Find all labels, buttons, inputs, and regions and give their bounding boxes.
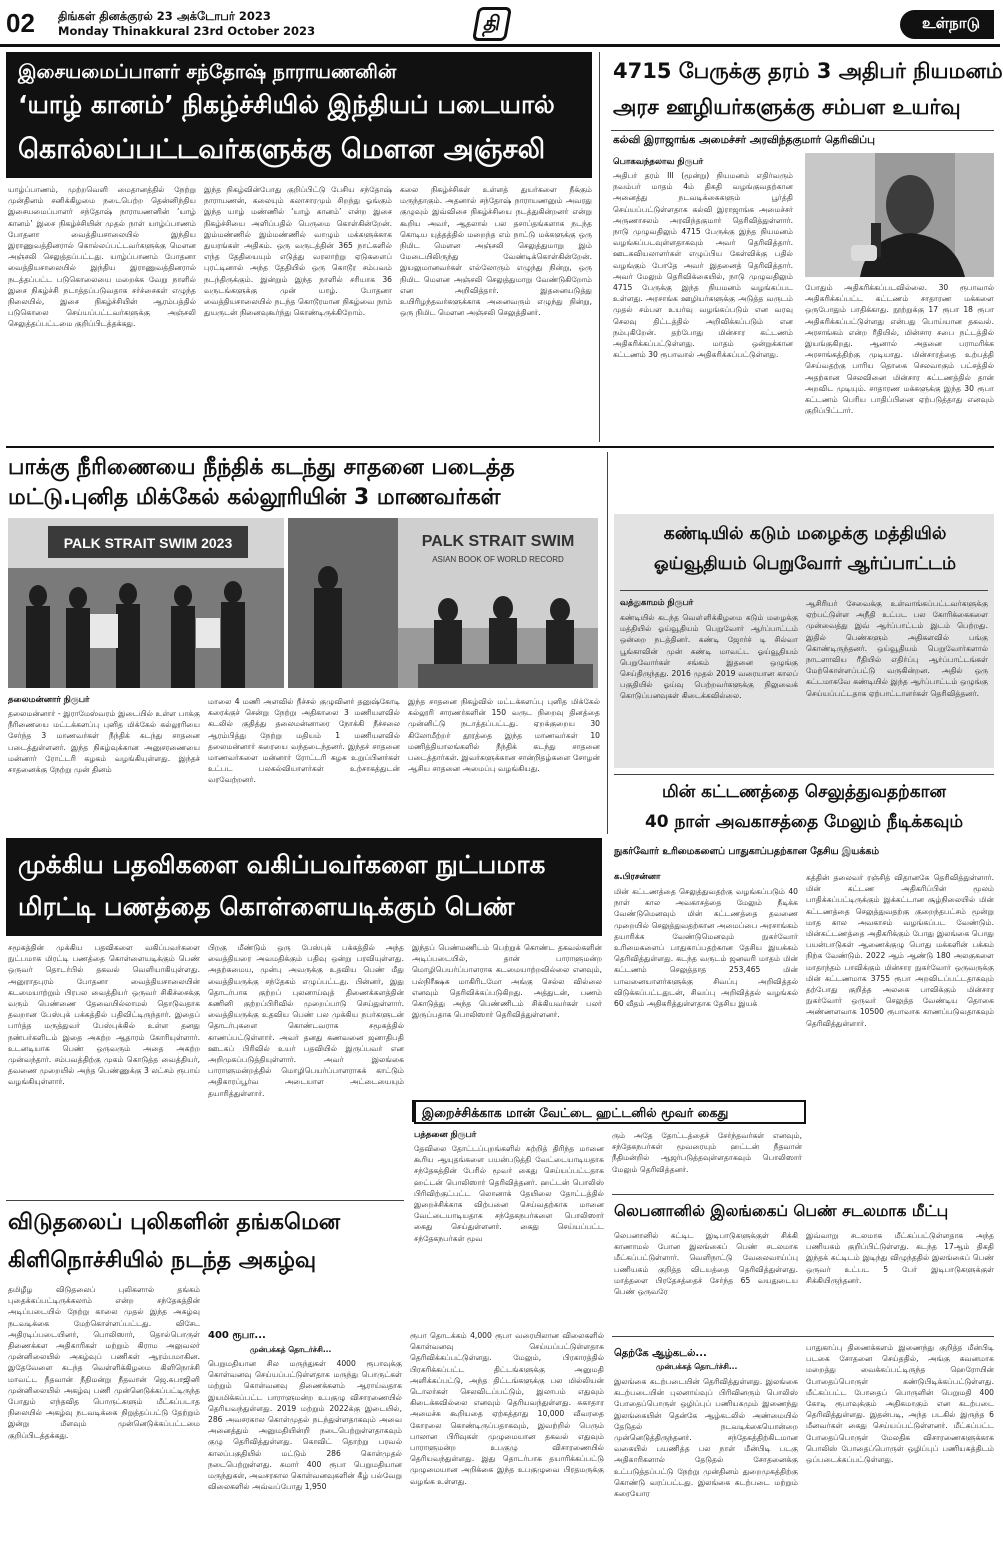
medicine-continuation-label: முன்பக்கத் தொடர்ச்சி... (250, 1345, 332, 1354)
lebanon-col1: லெபனானில் கட்டிட இடிபாடுகளுக்குள் சிக்கி காணாமல் போன இலங்கைப் பெண் சடலமாக மீட்கப்பட்டுள்ளார். வெளிநாட்டு வேலைவாய்ப்பு பணியகம் குறித்த விடயத்தை தெரிவித்துள்ளது. மாத்தளை பிரதேசத்தைச் சேர்ந்த 65 வயதுடைய பெண் ஒருவரே (614, 1231, 798, 1297)
tribute-col3: கலை நிகழ்ச்சிகள் உள்ளத் துயர்களை நீக்கும் மருந்தாகும். அதனால் சந்தோஷ் நாராயணனும் அவரது குழுவும் இவ்விசை நிகழ்ச்சியை நடத்துகின்றனர் என்று கூறிய அவர், ஆதலால் பல தசாப்தங்களாக நடந்த கொடிய யுத்தத்தில் மறைந்த எம் நாட்டு மக்களுக்கு ஒரு நிமிட மௌன அஞ்சலி செலுத்துமாறு இம் மேடையிலிருந்து வேண்டிக்கொள்கின்றேன். இயலுமானவர்கள் எல்லோரும் எழுந்து நின்று, ஒரு நிமிட மௌன அஞ்சலி செலுத்துமாறு வேண்டுகிறோம் என அறிவித்தார். இதனையடுத்து உயிரிழந்தவர்களுக்காக அனைவரும் எழுந்து நின்று, ஒரு நிமிட மௌன அஞ்சலி செலுத்தினர். (400, 185, 592, 318)
pension-col1: கண்டியில் கடந்த வௌ்ளிக்கிழமை கடும் மழைக்கு மத்தியில் ஓய்வூதியம் பெறுவோர் ஆர்ப்பாட்டம் ஒன்றை நடத்தினர். கண்டி ஜோர்ச் டி சில்வா பூங்காவின் முன் கண்டி மாவட்ட ஓய்வூதியம் பெறுவோர்கள் சங்கம் இதனை ஒழுங்கு செய்திருந்தது. 2016 முதல் 2019 வரையான காலப் பகுதியில் ஓய்வு பெற்றவர்களுக்கு நிலுவைக் கொடுப்பனவுகள் கிடைக்கவில்லை. (620, 613, 798, 701)
tribute-headline-line3: கொல்லப்பட்டவர்களுக்கு மௌன அஞ்சலி (18, 134, 546, 165)
tribute-headline-box (6, 52, 592, 178)
electricity-col2: கத்தின் தலைவர் ரஞ்சித் விதானகே தெரிவித்துள்ளார். மின் கட்டண அதிகரிப்பின் மூலம் பாதிக்கப்பட்டிருக்கும் இக்கட்டான சூழ்நிலையில் மின் கட்டணத்தை செலுத்துவதற்கு குறைந்தபட்சம் மூன்று மாத கால அவகாசம் வழங்கப்பட வேண்டும். மின்கட்டணத்தை அதிகரிக்கும் போது இலங்கை பொது பயன்பாடுகள் ஆணைக்குழு பொது மக்களின் பக்கம் நிற்க வேண்டும். 2022 ஆம் ஆண்டு 180 அலகுகளை மாதாந்தம் பாவிக்கும் மின்சார நுகர்வோர் ஒருவருக்கு மின் கட்டணமாக 3755 ரூபா அறவிடப்பட்டதாகவும் தற்போது குறித்த அலகை பாவிக்கும் மின்சார நுகர்வோர் ஒருவர் செலுத்த வேண்டிய தொகை அண்ணளவாக 10500 ரூபாவாக காணப்படுவதாகவும் தெரிவித்துள்ளார். (806, 873, 994, 1028)
masthead-date-tamil: திங்கள் தினக்குரல் 23 அக்டோபர் 2023 (58, 9, 271, 23)
deer-col1: தேவிலை தோட்டப்புறங்களில் சுற்றித் திரிந்த மானை கூரிய ஆயுதங்களை பயன்படுத்தி வேட்டையாடியதாக சந்தேகத்தின் பேரில் மூவர் கைது செய்யப்பட்டதாக ஹட்டன் பொலிஸார் தெரிவித்தனர். ஹட்டன் பொலிஸ் பிரிவிற்குட்பட்ட லொனாக் தேயிலை தோட்டத்தில் இறைச்சிக்காக விற்பனை செய்வதற்காக மானை வேட்டையாடியதாக சந்தேகநபர்களை பொலிஸார் கைது செய்துள்ளனர். கைது செய்யப்பட்ட சந்தேகநபர்கள் மூவ (414, 1144, 604, 1243)
lebanon-col2: இவ்வாறு சடலமாக மீட்கப்பட்டுள்ளதாக அந்த பணியகம் குறிப்பிட்டுள்ளது. கடந்த 17ஆம் திகதி இந்தக் கட்டிடம் இடிந்து விழுந்ததில் இலங்கைப் பெண் ஒருவர் உட்பட 5 பேர் இடிபாடுகளுக்குள் சிக்கியிருந்தனர். (806, 1231, 994, 1285)
header-rule (0, 44, 1000, 47)
deer-headline: இறைச்சிக்காக மான் வேட்டை ஹட்டனில் மூவர் கைது (414, 1100, 806, 1124)
swim-headline-line2: மட்டு.புனித மிக்கேல் கல்லூரியின் 3 மாணவர்கள் (8, 485, 501, 510)
appointments-headline2: அரச ஊழியர்களுக்கு சம்பள உயர்வு (613, 95, 961, 119)
extortion-headline-line2: மிரட்டி பணத்தை கொள்ளையடிக்கும் பெண் (18, 892, 515, 921)
ltte-headline-line1: விடுதலைப் புலிகளின் தங்கமென (8, 1210, 341, 1235)
ltte-col1: தமிழீழ விடுதலைப் புலிகளால் தங்கம் புதைக்கப்பட்டிருக்கலாம் என்ற சந்தேகத்தின் அடிப்படையில் நேற்று காலை முதல் இந்த அகழ்வு நடவடிக்கை மேற்கொள்ளப்பட்டது. விசேட அதிரடிப்படையினர், பொலிஸார், தொல்பொருள் திணைக்கள அதிகாரிகள் மற்றும் கிராம அலுவலர் முன்னிலையில் அகழ்வுப் பணிகள் ஆரம்பமாகின. இதேவேளை கடந்த வெள்ளிக்கிழமை கிளிநொச்சி மாவட்ட நீதவான் நீதிமன்று நீதவான் ஜெ.சுபாஜினி முன்னிலையில் அகழ்வு பணி முன்னெடுக்கப்பட்டிருந்த போதும் எந்தவித பொருட்களும் மீட்கப்படாத நிலையில் அகழ்வு நடவடிக்கை நிறுத்தப்பட்டு தேற்றும் இன்று மீளவும் முன்னெடுக்கப்பட்டமை குறிப்பிடத்தக்கது. (8, 1285, 200, 1440)
medicine-col2: ரூபா தொடக்கம் 4,000 ரூபா வரையிலான விலைகளில் கொள்வனவு செய்யப்பட்டுள்ளதாக தெரிவிக்கப்பட்டுள்ளது. மேலும், பிரகாரத்தில் பிரசுரிக்கப்பட்ட திட்டங்களுக்கு அனுமதி அளிக்கப்பட்டு, அந்த திட்டங்களுக்கு பல மில்லியன் டொலர்கள் செலவிடப்பட்டும், இலாபம் எதுவும் கிடைக்கவில்லை எனவும் தெரியவந்துள்ளது. சுகாதார அமைச்சு கூறியதை ஏற்கத்தாது 10,000 வீவரதை கோரலை கொண்டிருப்பதாகவும், இவற்றில் பெரும் பாலான பிரிவுகள் முழுமையான தகவல் எதுவும் பாராளுமன்ற உபகுழு விசாரணையில் தெரியவந்துள்ளது. இது தொடர்பாக தயாரிக்கப்பட்டு முழுமையான அறிக்கை இந்த உபகுழுவை பிரதமருக்கு வழங்க உள்ளது. (410, 1331, 604, 1486)
tribute-col2: இந்த நிகழ்வின்போது குறிப்பிட்டு பேசிய சந்தோஷ் நாராயணன், கலையும் கலாசாரமும் சிறந்து ஓங்கும் இந்த யாழ் மண்ணில் ‘யாழ் கானம்’ என்ற இசை நிகழ்ச்சியை அளிப்பதில் பெருமை கொள்கின்றேன். இம்மண்ணில் இம்மண்ணில் வாழும் மக்களுக்காக துயரங்கள் அதிகம். ஒரு வருடத்தின் 365 நாட்களில் எந்த தேதியையும் எடுத்து வரலாற்று ஏடுகளைப் புரட்டினால் அந்த தேதியில் ஒரு கொடூர சம்பவம் நடந்திருக்கும். இன்றும் இந்த நாளில் சரியாக 36 வருடங்களுக்கு முன் யாழ். போதனா வைத்தியசாலையில் நடந்த கொடூரமான நிகழ்வை நாம் துயருடன் நினைவுகூர்ந்து கொண்டிருக்கிறோம். (204, 185, 392, 318)
tribute-col1: யாழ்ப்பாணம், முற்றவெளி மைதானத்தில் நேற்று முன்தினம் சனிக்கிழமை நடைபெற்ற தென்னிந்திய இசையமைப்பாளர் சந்தோஷ் நாராயணனின் ‘யாழ் கானம்’ இசை நிகழ்ச்சியின் முதல் நாள் யாழ்ப்பாணம் போதனா வைத்தியசாலையில் இந்திய இராணுவத்தினரால் கொல்லப்பட்டவர்களுக்கு மௌன அஞ்சலி செலுத்தப்பட்டது. யாழ்ப்பாணம் போதனா வைத்தியசாலையில் இந்திய இராணுவத்தினரால் நடத்தப்பட்ட படுகொலையை மறைக்க வேறு நாளில் இசை நிகழ்ச்சி நடாத்தப்படுவதாக சர்ச்சைகள் எழுந்த நிலையில், இசை நிகழ்ச்சியின் ஆரம்பத்தில் படுகொலை செய்யப்பட்டவர்களுக்கு அஞ்சலி செலுத்தப்பட்டமை குறிப்பிடத்தக்கது. (8, 185, 196, 329)
electricity-col1: மின் கட்டணத்தை செலுத்துவதற்கு வழங்கப்படும் 40 நாள் கால அவகாசத்தை மேலும் நீடிக்க வேண்டுமெனவும் மின் கட்டணத்தை தவணை முறையில் செலுத்துவதற்கான அமைப்பை அரசாங்கம் தயாரிக்க வேண்டுமெனவும் நுகர்வோர் உரிமைகளைப் பாதுகாப்பதற்கான தேசிய இயக்கம் தெரிவித்துள்ளது. கடந்த வருடம் ஜனவரி மாதம் மின் கட்டணம் செலுத்தாத 253,465 மின் பாவனையாளர்களுக்கு சிவப்பு அறிவித்தல் விடுக்கப்பட்டதுடன், சிவப்பு அறிவித்தல் வழங்கல் 60 வீதம் அதிகரித்துள்ளதாக தேசிய இயக் (614, 887, 798, 1009)
deer-byline: பத்தனை நிருபர் (414, 1130, 477, 1140)
page-number: 02 (6, 8, 35, 38)
pension-col2: ஆசிரியர் சேவைக்கு உள்வாங்கப்பட்டவர்களுக்கு ஏற்பட்டுள்ள அநீதி உட்பட பல கோரிக்கைகளை முன்வைத்து இவ் ஆர்ப்பாட்டம் இடம் பெற்றது. இதில் பெண்களும் அதிகளவில் பங்கு கொண்டிருந்தனர். ஒய்வூதியம் பெறுவோர்களால் நாடளாவிய ரீதியில் எதிர்ப்பு ஆர்ப்பாட்டங்கள் மேற்கொள்ளப்பட்டு வருகின்றன. அதில் ஒரு கட்டமாகவே கண்டியில் இந்த ஆர்ப்பாட்டம் ஒழுங்கு செய்யப்பட்டதாக ஏற்பாட்டாளர்கள் தெரிவித்தனர். (806, 599, 988, 698)
divider (612, 1194, 994, 1195)
swim-col2: மாலை 4 மணி அளவில் நீச்சல் குழுவினர் தனுஷ்கோடி கரைக்குச் சென்று நேற்று அதிகாலை 3 மணியளவில் கடலில் குதித்து தலைமன்னாரை நோக்கி நீச்சலை ஆரம்பித்து நேற்று மதியம் 1 மணியளவில் தலைமன்னார் கரையை வந்தடைந்தனர். இந்தச் சாதனை மாணவர்களை மன்னார் ரோட்டரி கழக உறுப்பினர்கள் உட்பட பலகல்வியாளர்கள் உற்சாகத்துடன் வரவேற்றனர். (208, 697, 400, 785)
extortion-col2: பிறகு மீண்டும் ஒரு பேஸ்புக் பக்கத்தில் அந்த வைத்தியரை அவமதிக்கும் பதிவு ஒன்று பரவியுள்ளது. அதற்கமைய, முன்பு அவருக்கு உதவிய பெண் மீது வைத்தியருக்கு சந்தேகம் எழுப்பட்டது. பின்னர், இது தொடர்பாக குற்றப் புலனாய்வுத் திணைக்களத்தின் கணினி குற்றப்பிரிவில் முறைப்பாடு செய்துள்ளார். வைத்தியருக்கு உதவிய பெண் பல முக்கிய நபர்களுடன் தொடர்புகளை கொண்டவராக சமூகத்தில் காணப்பட்டுள்ளார். அவர் தனது கணவனை ஜனாதிபதி ஊடகப் பிரிவில் உயர் பதவியில் இருப்பவர் என அறிமுகப்படுத்தியுள்ளார். அவர் இலங்கை பாராளுமன்றத்தில் மொழிபெயர்ப்பாளராகக் காட்டும் அதிகாரப்பூர்வ அடையாள அட்டையையும் தயாரித்துள்ளார். (208, 943, 404, 1098)
newspaper-logo: தி (472, 7, 512, 41)
divider (611, 130, 994, 131)
extortion-col3: இந்தப் பெண்மணிடம் பெற்றுக் கொண்ட தகவல்களின் அடிப்படையில், தான் பாராளுமன்ற மொழிபெயர்ப்பாளராக கடமையாற்றவில்லை எனவும், பல்நிரீக்ஷக மாகிரிடமோ அங்கு செல்ல வில்லை எனவும் தெரிவிக்கப்படுகிறது. அத்துடன், பணம் கொடுத்து அந்த பெண்ணிடம் சிக்கியவர்கள் பலர் இருப்பதாக பொலிஸார் தெரிவித்துள்ளனர். (412, 943, 602, 1020)
swim-photo2-sub-text: ASIAN BOOK OF WORLD RECORD (432, 555, 564, 564)
south-col1: இலங்கை கடற்படையின் தெரிவித்துள்ளது. இலங்கை கடற்படையின் புலனாய்வுப் பிரிவினரும் பொலிஸ் போதைப்பொருள் ஒழிப்புப் பணியகமும் இணைந்து இலங்கையின் தென்கே ஆழ்கடலில் அண்மையில் தேடுதல் நடவடிக்கையொன்றை முன்னெடுத்திருந்தனர். சந்தேகத்திற்கிடமான வகையில் பயணித்த பல நாள் மீன்பிடி படகு அதிகாரிகளால் தேடுதல் சோதனைக்கு உட்படுத்தப்பட்டு நேற்று முன்தினம் துறைமுகத்திற்கு கொண்டு வரப்பட்டது. இலங்கை கடற்படை மற்றும் கரையோர (614, 1377, 798, 1499)
swim-photo-students-illustration (288, 518, 598, 688)
swim-photo2-banner-text: PALK STRAIT SWIM (421, 533, 575, 550)
extortion-headline-line1: முக்கிய பதவிகளை வகிப்பவர்களை நுட்பமாக (18, 850, 546, 879)
masthead-date (58, 9, 315, 39)
electricity-subhead: நுகர்வோர் உரிமைகளைப் பாதுகாப்பதற்கான தேசிய இயக்கம் (614, 846, 880, 857)
swim-photo-ceremony (8, 518, 284, 688)
masthead-date-english: Monday Thinakkural 23rd October 2023 (58, 24, 316, 38)
electricity-byline: க.பிரசன்னா (614, 872, 661, 882)
lebanon-headline: லெபனானில் இலங்கைப் பெண் சடலமாக மீட்பு (614, 1202, 949, 1220)
south-continuation-label: முன்பக்கத் தொடர்ச்சி... (656, 1362, 738, 1371)
section-label: உள்நாடு (900, 10, 994, 39)
minister-photo (805, 153, 994, 277)
electricity-headline-line2: 40 நாள் அவகாசத்தை மேலும் நீடிக்கவும் (644, 812, 964, 832)
south-col2: பாதுகாப்பு திணைக்களம் இணைந்து குறித்த மீன்பிடி படகை சோதனை செய்ததில், அங்கு கவனமாக மறைத்து வைக்கப்பட்டிருந்த ஹெரோயின் போதைப்பொருள் கண்டுபிடிக்கப்பட்டுள்ளது. மீட்கப்பட்ட போதைப் பொருளின் பெறுமதி 400 கோடி ரூபாவுக்கும் அதிகமாகும் என கடற்படை தெரிவித்துள்ளது. இதன்படி, அந்த படகில் இருந்த 6 மீனவர்கள் கைது செய்யப்பட்டுள்ளனர். மீட்கப்பட்ட போதைப்பொருள் மேலதிக விசாரணைகளுக்காக பொலிஸ் போதைப்பொருள் ஒழிப்புப் பணியகத்திடம் ஒப்படைக்கப்பட்டுள்ளது. (806, 1343, 994, 1465)
ltte-headline-line2: கிளிநொச்சியில் நடந்த அகழ்வு (8, 1248, 316, 1273)
appointments-byline: பொகவந்தலாவ நிருபர் (613, 157, 704, 167)
divider (6, 1200, 404, 1201)
tribute-headline-line2: ‘யாழ் கானம்’ நிகழ்ச்சியில் இந்தியப் படையால் (18, 90, 555, 119)
minister-photo-illustration (805, 153, 994, 277)
section-rule (6, 446, 994, 448)
extortion-headline-box (6, 838, 602, 936)
appointments-col1: அதிபர் தரம் III (மூன்று) நியமனம் எதிர்வரும் நவம்பர் மாதம் 4ம் திகதி வழங்குவதற்கான அனைத்து நடவடிக்கைகளும் பூர்த்தி செய்யப்பட்டுள்ளதாக கல்வி இராஜாங்க அமைச்சர் அருணாசலம் அரவிந்தகுமார் தெரிவித்துள்ளார். நாடு முழுவதிலும் 4715 பேருக்கு இந்த நியமனம் வழங்கப்படவுள்ளதாகவும் அவர் தெரிவித்தார். ஊடகவியலாளர்கள் எழுப்பிய கேள்விக்கு பதில் வழங்கும் போதே அவர் இதனைத் தெரிவித்தார். அவர் மேலும் தெரிவிக்கையில், நாடு முழுவதிலும் 4715 பேருக்கு இந்த நியமனம் வழங்கப்பட உள்ளது. அரசாங்க ஊழியர்களுக்கு அடுத்த வருடம் முதல் சம்பள உயர்வு வழங்கப்படும் என வரவு செலவு திட்டத்தில் அறிவிக்கப்படும் என நம்புகிறேன். தற்போது மின்சார கட்டணம் அதிகரிக்கப்பட்டுள்ளது. மாதம் ஒன்றுக்கான கட்டணம் 30 ரூபாவால் அதிகரிக்கப்பட்டுள்ளது. (613, 171, 793, 360)
pension-headline-line1: கண்டியில் கடும் மழைக்கு மத்தியில் (663, 524, 947, 544)
swim-headline-line1: பாக்கு நீரிணையை நீந்திக் கடந்து சாதனை படைத்த (8, 455, 515, 480)
divider (614, 774, 994, 775)
divider (612, 1336, 994, 1337)
electricity-headline-line1: மின் கட்டணத்தை செலுத்துவதற்கான (662, 782, 946, 802)
tribute-headline-line1: இசையமைப்பாளர் சந்தோஷ் நாராயணனின் (18, 61, 397, 83)
south-heading: தெற்கே ஆழ்கடல்... (614, 1348, 707, 1359)
divider (620, 590, 988, 591)
swim-byline: தலைமன்னார் நிருபர் (8, 695, 90, 705)
swim-photo-students (288, 518, 598, 688)
deer-col2: ரும் அதே தோட்டத்தைச் சேர்ந்தவர்கள் எனவும், சந்தேகநபர்கள் மூவரையும் ஹட்டன் நீதவான் நீதிமன்றில் ஆஜர்படுத்தவுள்ளதாகவும் பொலிஸார் மேலும் தெரிவித்தனர். (612, 1131, 802, 1174)
pension-headline-line2: ஓய்வூதியம் பெறுவோர் ஆர்ப்பாட்டம் (653, 554, 957, 574)
swim-photo-ceremony-illustration (8, 518, 284, 688)
medicine-col1: பெறுமதியான சில மருந்துகள் 4000 ரூபாவுக்கு கொள்வனவு செய்யப்பட்டுள்ளதாக மருந்து பொருட்கள் மற்றும் கொள்வனவு திணைக்களம் ஆராய்வதாக இயமிக்கப்பட்ட பாராளுமன்ற உபகுழு விசாரணையில் தெரியவந்துள்ளது. 2019 மற்றும் 2022க்கு இடையில், 286 அவசரகால கொள்முதல் நடந்துள்ளதாகவும் அவை அனைத்தும் அனுமதியின்றி நடைபெற்றுள்ளதாகவும் குழு தெரிவித்துள்ளது. கொவிட் தொற்று பரவல் காலப்பகுதியில் மட்டும் 286 கொள்முதல் நடைபெற்றுள்ளது. சுமார் 400 ரூபா பெறுமதியான மருந்துகள், அவசரகால கொள்வனவுகளின் கீழ் பல்வேறு விலைகளில் அவ்வப்போது 1,950 (208, 1359, 402, 1492)
swim-photo1-banner-text: PALK STRAIT SWIM 2023 (63, 535, 233, 551)
column-divider (599, 52, 600, 442)
pension-byline: வத்துகாமம் நிருபர் (620, 598, 694, 608)
swim-col1: தலைமன்னார் - இராமேஸ்வரம் இடையில் உள்ள பாக்கு நீரிணையை மட்டக்களப்பு புனித மிக்கேல் கல்லூரியை சேர்ந்த 3 மாணவர்கள் நீந்திக் கடந்து சாதனை படைத்துள்ளனர். இந்த நிகழ்வுக்கான அனுசரணையை மன்னார் ரோட்டரி கழகம் வழங்கியுள்ளது. இந்தச் சாதனைக்கு நேற்று முன் தினம் (8, 709, 200, 775)
swim-col3: இந்த சாதனை நிகழ்வில் மட்டக்களப்பு புனித மிக்கேல் கல்லூரி சாரணர்களின் 150 வருட நிறைவு தினத்தை முன்னிட்டு நடாத்தப்பட்டது. ஏறக்குறைய 30 கிலோமீற்றர் தூரத்தை இந்த மாணவர்கள் 10 மணித்தியாலங்களில் நீந்திக் கடந்து சாதனை படைத்தார்கள். இவர்களுக்கான சான்றிதழ்களை சோழன் ஆசிய சாதனை அமைப்பு வழங்கியது. (408, 697, 600, 774)
appointments-col2: போதும் அதிகரிக்கப்படவில்லை. 30 ரூபாவால் அதிகரிக்கப்பட்ட கட்டணம் சாதாரண மக்களை ஒருபோதும் பாதிக்காது. நூற்றுக்கு 17 ரூபா 18 ரூபா அதிகரிக்கப்பட்டுள்ளது என்பது பொய்யான தகவல். அரசாங்கம் என்ற ரீதியில், மின்சார சபை நட்டத்தில் இயங்குகிறது. ஆனால் அதனை பராமரிக்க அரசாங்கத்திற்கு முடியாது. மின்சாரத்தை உற்பத்தி செய்வதற்கு பாரிய தொகை செலவாகும் பட்சத்தில் அதற்கான செலவினை மின்சார கட்டணத்தில் தான் அறவிட முடியும். சாதாரண மக்களுக்கு இந்த 30 ரூபா கட்டணம் பெரிய பாதிப்பினை ஏற்படுத்தாது எனவும் குறிப்பிட்டார். (805, 283, 994, 416)
appointments-subhead: கல்வி இராஜாங்க அமைச்சர் அரவிந்தகுமார் தெரிவிப்பு (613, 134, 875, 146)
column-divider (607, 452, 608, 834)
appointments-headline1: 4715 பேருக்கு தரம் 3 அதிபர் நியமனம் (613, 59, 1003, 83)
extortion-col1: சமூகத்தின் முக்கிய பதவிகளை வகிப்பவர்களை நுட்பமாக மிரட்டி பணத்தை கொள்ளையடிக்கும் பெண் ஒருவர் தொடர்பில் தகவல் வெளியாகியுள்ளது. அனுராதபுரம் போதனா வைத்தியசாலையின் கடமையாற்றும் பிரபல வைத்தியர் ஒருவர் சிகிச்சைக்கு வரும் பெண்ணை தேவையில்லாமல் தொடுவதாக தவறான பேஸ்புக் பக்கத்தில் பதிவிட்டிருந்தார். இதைப் பார்த்த மருத்துவர் பேஸ்புக்கில் உள்ள தனது நண்பர்களிடம் இதை அகற்ற ஆதாரம் கோரியுள்ளார். உடனடியாக பெண் ஒருவரும் அதை அகற்ற முன்வந்தார். சம்பவத்திற்கு முகம் கொடுத்த வைத்தியர், தவணை முறையில் அந்த பெண்ணுக்கு 3 லட்சம் ரூபாய் வழங்கியுள்ளார். (8, 943, 200, 1087)
medicine-heading: 400 ரூபா... (208, 1330, 266, 1341)
